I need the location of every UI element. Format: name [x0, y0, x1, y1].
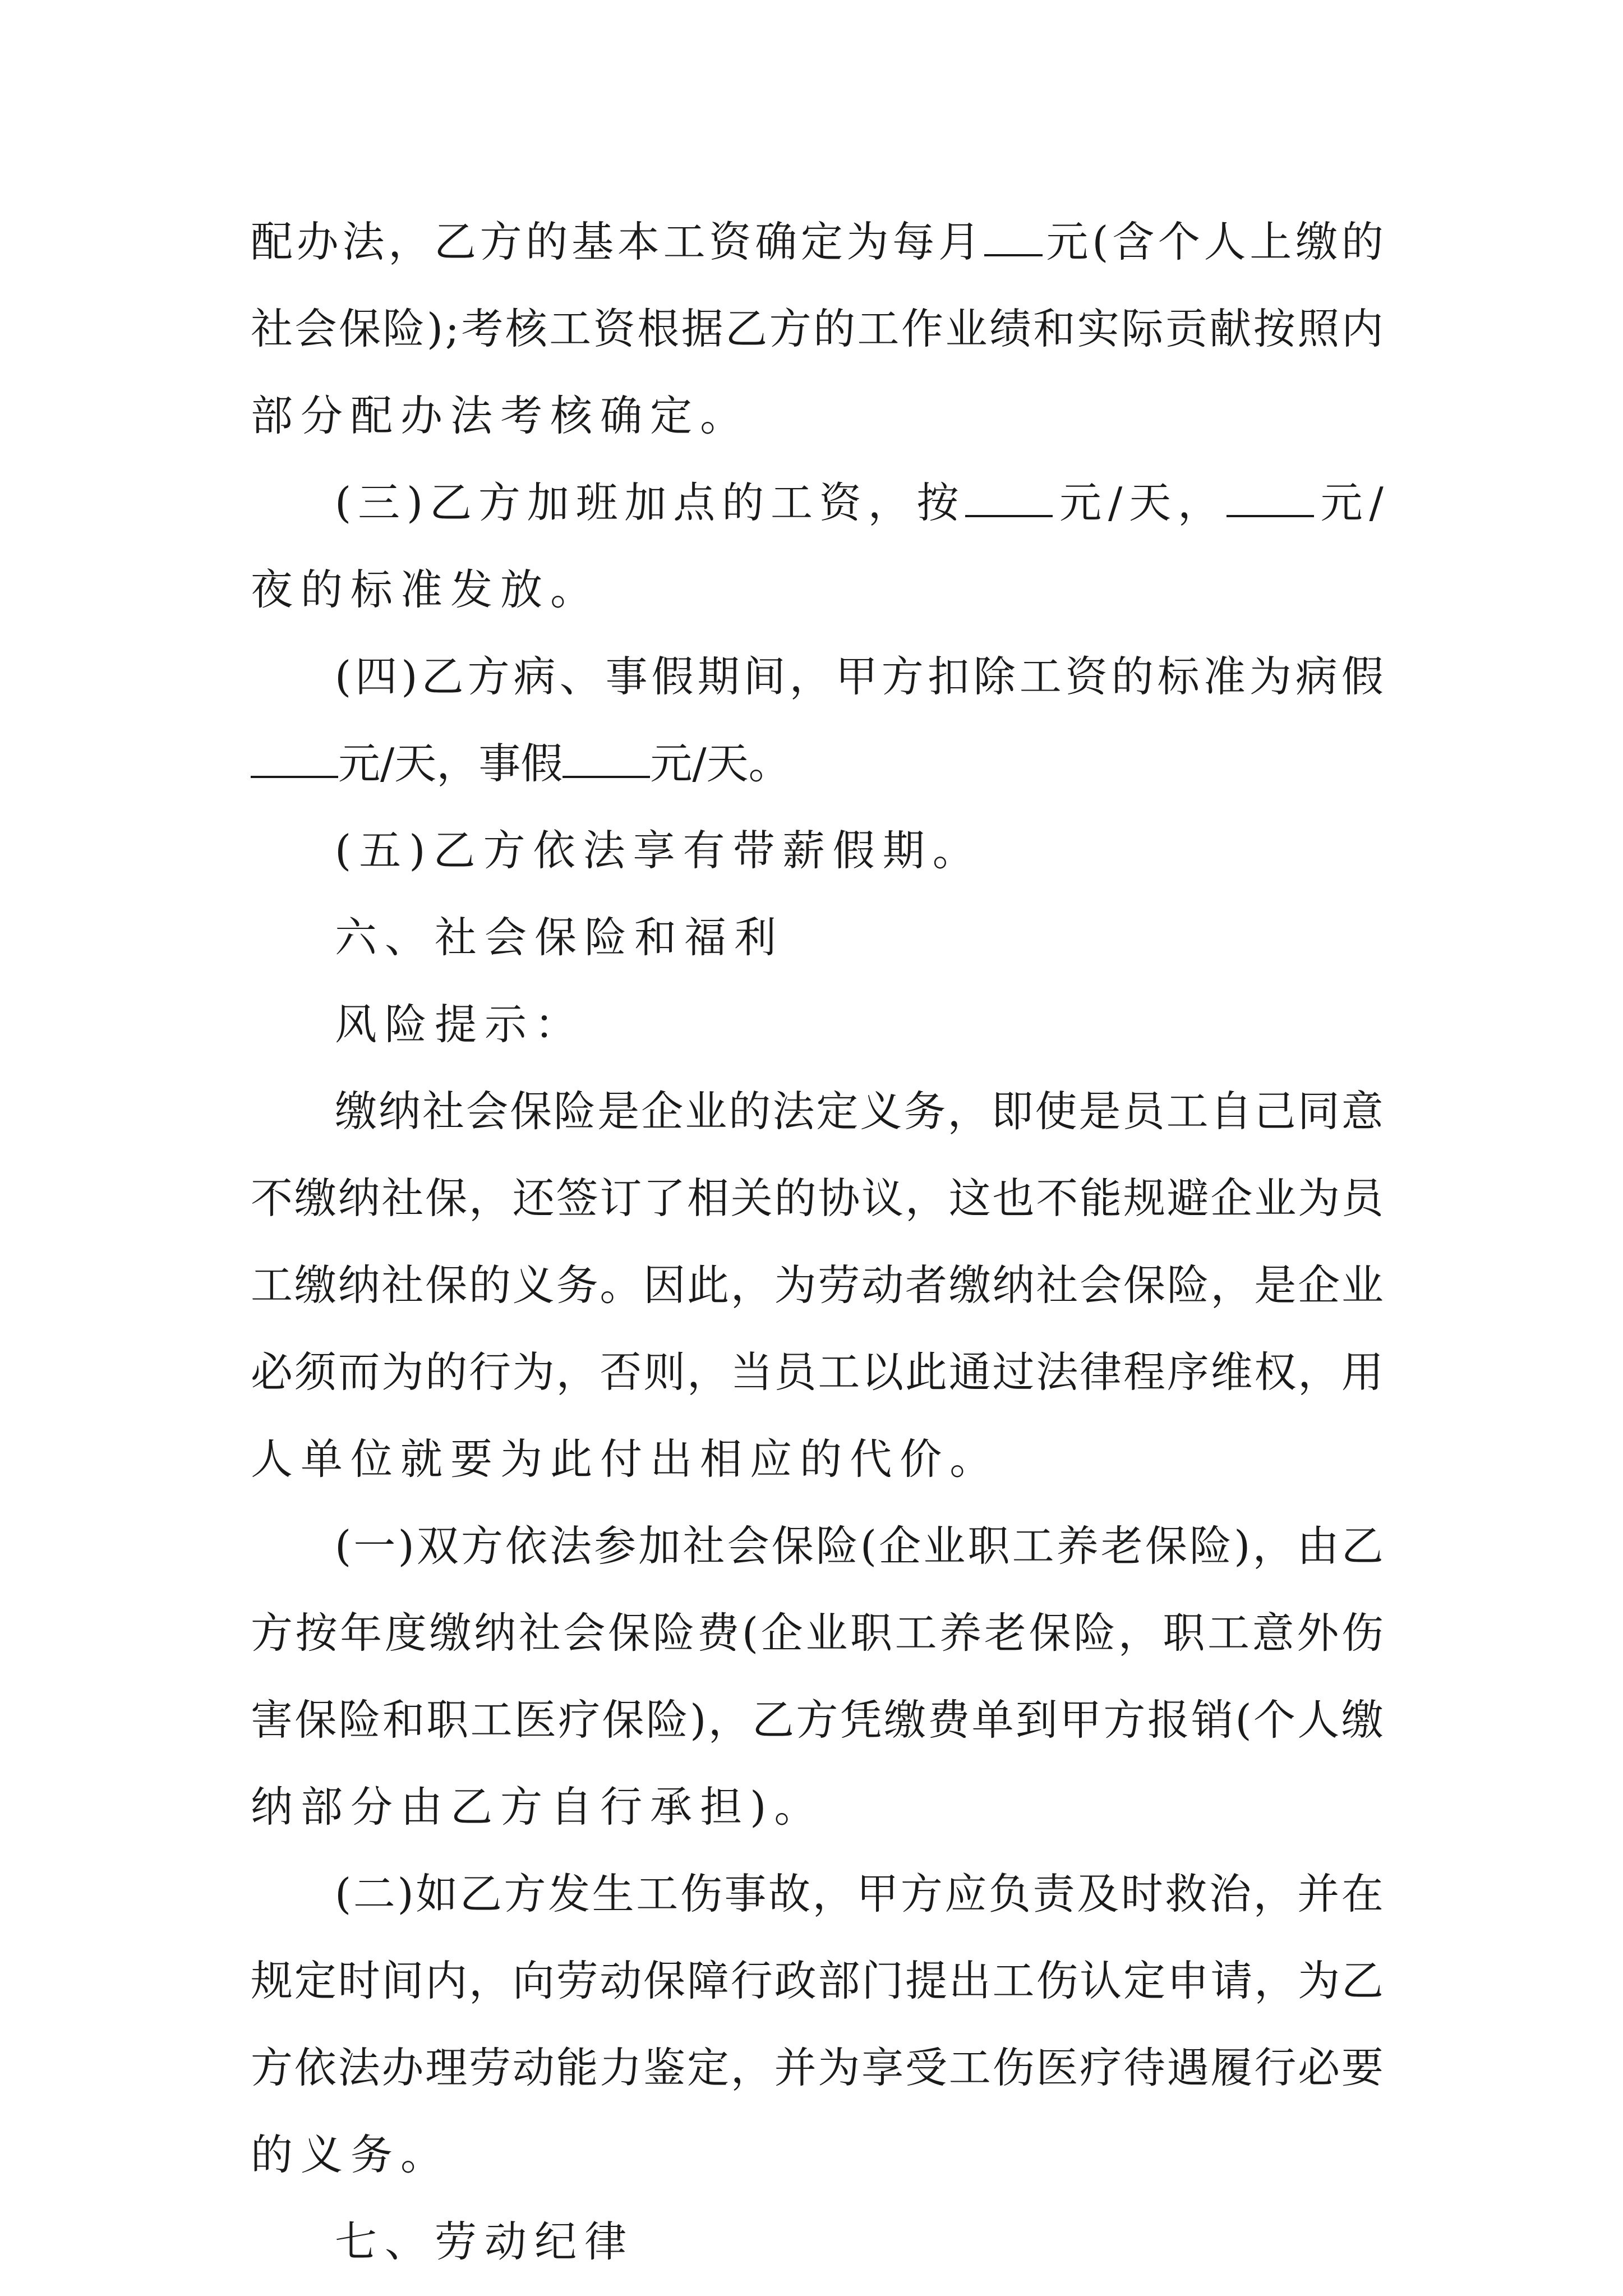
section-heading: 七、劳动纪律 [335, 2217, 635, 2266]
section-heading: 六、社会保险和福利 [335, 913, 785, 962]
text-line: 规 定 时 间 内 ， 向 劳 动 保 障 行 政 部 门 提 出 工 伤 认 定 申 请 ， 为 乙 [251, 1956, 1384, 2005]
text-line: (五)乙方依法享有带薪假期。 [335, 826, 983, 875]
text-line: 方 按 年 度 缴 纳 社 会 保 险 费 ( 企 业 职 工 养 老 保 险 ， 职 工 意 外 伤 [251, 1608, 1384, 1658]
text-line: 方 依 法 办 理 劳 动 能 力 鉴 定 ， 并 为 享 受 工 伤 医 疗 待 遇 履 行 必 要 [251, 2043, 1384, 2092]
text-line: 元/天，事假 元/天。 [251, 738, 791, 789]
text-line: 工 缴 纳 社 保 的 义 务 。 因 此 ， 为 劳 动 者 缴 纳 社 会 保 险 ， 是 企 业 [251, 1260, 1384, 1310]
text-line: ( 二 ) 如 乙 方 发 生 工 伤 事 故 ， 甲 方 应 负 责 及 时 救 治 ， 并 在 [335, 1869, 1384, 1918]
text-line: ( 四 ) 乙 方 病 、 事 假 期 间 ， 甲 方 扣 除 工 资 的 标 准 为 病 假 [335, 652, 1384, 701]
text-line: 部分配办法考核确定。 [251, 391, 750, 440]
text-line: 不 缴 纳 社 保 ， 还 签 订 了 相 关 的 协 议 ， 这 也 不 能 规 避 企 业 为 员 [251, 1174, 1384, 1223]
text-line: 风险提示： [335, 1000, 585, 1049]
text-line: ( 一 ) 双 方 依 法 参 加 社 会 保 险 ( 企 业 职 工 养 老 保 险 ) ， 由 乙 [335, 1521, 1384, 1571]
text-line: 社 会 保 险 ) ; 考 核 工 资 根 据 乙 方 的 工 作 业 绩 和 实 际 贡 献 按 照 内 [251, 304, 1384, 353]
text-line: 配 办 法 ， 乙 方 的 基 本 工 资 确 定 为 每 月 元 ( 含 个 人 上 缴 的 [251, 217, 1384, 266]
text-line: 的义务。 [251, 2130, 451, 2179]
text-line: 害 保 险 和 职 工 医 疗 保 险 ) ， 乙 方 凭 缴 费 单 到 甲 方 报 销 ( 个 人 缴 [251, 1695, 1384, 1745]
text-line: 夜的标准发放。 [251, 565, 601, 614]
text-line: ( 三 ) 乙 方 加 班 加 点 的 工 资 ， 按 元 / 天 ， 元 / [335, 478, 1384, 527]
text-line: 必 须 而 为 的 行 为 ， 否 则 ， 当 员 工 以 此 通 过 法 律 程 序 维 权 ， 用 [251, 1347, 1384, 1397]
text-line: 纳部分由乙方自行承担)。 [251, 1782, 824, 1832]
text-line: 缴 纳 社 会 保 险 是 企 业 的 法 定 义 务 ， 即 使 是 员 工 自 己 同 意 [335, 1087, 1384, 1136]
text-line: 人单位就要为此付出相应的代价。 [251, 1434, 1000, 1484]
